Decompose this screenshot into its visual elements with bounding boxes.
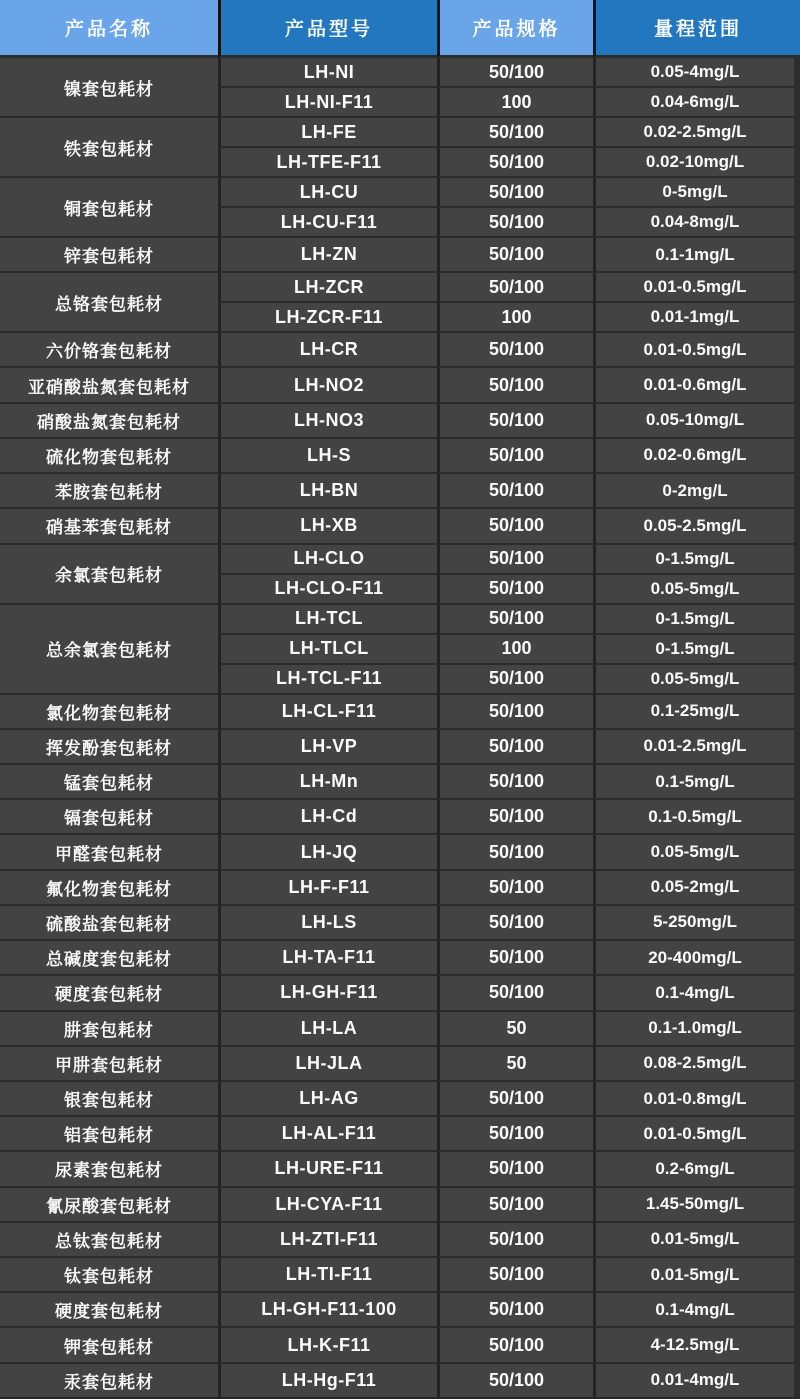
range-cell: 0-1.5mg/L — [593, 605, 800, 635]
product-spec-cell: 50 — [437, 1012, 593, 1047]
range-cell: 1.45-50mg/L — [593, 1188, 800, 1223]
product-spec-cell: 100 — [437, 88, 593, 118]
product-spec-cell: 50/100 — [437, 208, 593, 238]
product-spec-cell: 50/100 — [437, 404, 593, 439]
range-cell: 0.01-0.5mg/L — [593, 333, 800, 368]
product-model-cell: LH-JLA — [218, 1047, 437, 1082]
product-model-cell: LH-BN — [218, 474, 437, 509]
product-spec-cell: 50/100 — [437, 1223, 593, 1258]
product-model-cell: LH-ZN — [218, 238, 437, 273]
table-row — [0, 1047, 800, 1082]
product-model-cell: LH-NO3 — [218, 404, 437, 439]
product-spec-cell: 50/100 — [437, 545, 593, 575]
table-row — [0, 835, 800, 870]
product-spec-cell: 50/100 — [437, 509, 593, 544]
range-cell: 20-400mg/L — [593, 941, 800, 976]
product-spec-cell: 50/100 — [437, 800, 593, 835]
range-cell: 0.01-4mg/L — [593, 1364, 800, 1399]
product-name-cell: 钾套包耗材 — [0, 1328, 218, 1363]
range-cell: 0.01-2.5mg/L — [593, 730, 800, 765]
range-cell: 5-250mg/L — [593, 906, 800, 941]
product-model-cell: LH-F-F11 — [218, 871, 437, 906]
table-row — [0, 1152, 800, 1187]
product-name-cell: 总碱度套包耗材 — [0, 941, 218, 976]
range-cell: 0.02-2.5mg/L — [593, 118, 800, 148]
range-cell: 0.1-0.5mg/L — [593, 800, 800, 835]
product-name-cell: 余氯套包耗材 — [0, 545, 218, 605]
product-spec-cell: 50/100 — [437, 439, 593, 474]
product-model-cell: LH-ZCR-F11 — [218, 303, 437, 333]
table-row — [0, 605, 800, 635]
table-row — [0, 800, 800, 835]
product-name-cell: 镍套包耗材 — [0, 58, 218, 118]
product-model-cell: LH-GH-F11 — [218, 976, 437, 1011]
header-row — [0, 0, 800, 58]
product-name-cell: 总钛套包耗材 — [0, 1223, 218, 1258]
product-spec-cell: 50/100 — [437, 118, 593, 148]
product-name-cell: 甲醛套包耗材 — [0, 835, 218, 870]
range-cell: 0.04-6mg/L — [593, 88, 800, 118]
column-header-product-spec: 产品规格 — [437, 0, 593, 58]
product-name-cell: 硝酸盐氮套包耗材 — [0, 404, 218, 439]
product-model-cell: LH-TA-F11 — [218, 941, 437, 976]
range-cell: 0.01-0.6mg/L — [593, 368, 800, 403]
product-spec-cell: 100 — [437, 635, 593, 665]
product-spec-cell: 50/100 — [437, 605, 593, 635]
range-cell: 0.1-1mg/L — [593, 238, 800, 273]
table-row — [0, 1258, 800, 1293]
product-name-cell: 尿素套包耗材 — [0, 1152, 218, 1187]
product-spec-cell: 50/100 — [437, 906, 593, 941]
product-spec-cell: 50/100 — [437, 58, 593, 88]
product-spec-cell: 50/100 — [437, 835, 593, 870]
product-model-cell: LH-ZCR — [218, 273, 437, 303]
product-spec-cell: 50/100 — [437, 474, 593, 509]
product-name-cell: 六价铬套包耗材 — [0, 333, 218, 368]
product-name-cell: 甲肼套包耗材 — [0, 1047, 218, 1082]
range-cell: 0.1-4mg/L — [593, 976, 800, 1011]
table-row — [0, 1188, 800, 1223]
product-model-cell: LH-VP — [218, 730, 437, 765]
product-name-cell: 铝套包耗材 — [0, 1117, 218, 1152]
table-header — [0, 0, 800, 58]
range-cell: 0.01-5mg/L — [593, 1223, 800, 1258]
table-row — [0, 941, 800, 976]
product-model-cell: LH-ZTI-F11 — [218, 1223, 437, 1258]
table-row — [0, 238, 800, 273]
range-cell: 0.1-4mg/L — [593, 1293, 800, 1328]
range-cell: 0.1-5mg/L — [593, 765, 800, 800]
product-spec-cell: 50/100 — [437, 1364, 593, 1399]
product-model-cell: LH-AL-F11 — [218, 1117, 437, 1152]
range-cell: 0.01-0.5mg/L — [593, 1117, 800, 1152]
product-model-cell: LH-URE-F11 — [218, 1152, 437, 1187]
product-name-cell: 银套包耗材 — [0, 1082, 218, 1117]
table-row — [0, 273, 800, 303]
range-cell: 0.05-2.5mg/L — [593, 509, 800, 544]
table-row — [0, 695, 800, 730]
range-cell: 0.02-10mg/L — [593, 148, 800, 178]
range-cell: 0.2-6mg/L — [593, 1152, 800, 1187]
product-model-cell: LH-CLO-F11 — [218, 575, 437, 605]
column-header-product-name: 产品名称 — [0, 0, 218, 58]
table-row — [0, 730, 800, 765]
product-spec-cell: 100 — [437, 303, 593, 333]
product-name-cell: 硫酸盐套包耗材 — [0, 906, 218, 941]
product-model-cell: LH-Cd — [218, 800, 437, 835]
range-cell: 0.05-5mg/L — [593, 665, 800, 695]
product-model-cell: LH-TI-F11 — [218, 1258, 437, 1293]
range-cell: 0.05-2mg/L — [593, 871, 800, 906]
product-model-cell: LH-CU — [218, 178, 437, 208]
product-name-cell: 锌套包耗材 — [0, 238, 218, 273]
product-spec-cell: 50/100 — [437, 1082, 593, 1117]
product-spec-cell: 50/100 — [437, 238, 593, 273]
product-name-cell: 锰套包耗材 — [0, 765, 218, 800]
product-model-cell: LH-CL-F11 — [218, 695, 437, 730]
range-cell: 0.01-1mg/L — [593, 303, 800, 333]
table-row — [0, 58, 800, 88]
product-spec-cell: 50/100 — [437, 1293, 593, 1328]
table-row — [0, 976, 800, 1011]
table-row — [0, 1328, 800, 1363]
table-row — [0, 118, 800, 148]
table-row — [0, 368, 800, 403]
product-spec-cell: 50/100 — [437, 148, 593, 178]
table-row — [0, 1364, 800, 1399]
product-spec-cell: 50/100 — [437, 575, 593, 605]
product-model-cell: LH-JQ — [218, 835, 437, 870]
product-name-cell: 硬度套包耗材 — [0, 1293, 218, 1328]
range-cell: 0-1.5mg/L — [593, 545, 800, 575]
product-model-cell: LH-TCL — [218, 605, 437, 635]
column-header-product-model: 产品型号 — [218, 0, 437, 58]
product-model-cell: LH-K-F11 — [218, 1328, 437, 1363]
product-spec-cell: 50/100 — [437, 730, 593, 765]
product-model-cell: LH-LS — [218, 906, 437, 941]
table-row — [0, 404, 800, 439]
product-name-cell: 氰尿酸套包耗材 — [0, 1188, 218, 1223]
product-spec-cell: 50/100 — [437, 368, 593, 403]
product-model-cell: LH-TCL-F11 — [218, 665, 437, 695]
range-cell: 0.05-5mg/L — [593, 575, 800, 605]
product-spec-cell: 50/100 — [437, 1188, 593, 1223]
product-spec-cell: 50/100 — [437, 1258, 593, 1293]
product-name-cell: 硝基苯套包耗材 — [0, 509, 218, 544]
table-row — [0, 906, 800, 941]
table-row — [0, 509, 800, 544]
product-name-cell: 铜套包耗材 — [0, 178, 218, 238]
range-cell: 0-1.5mg/L — [593, 635, 800, 665]
table-row — [0, 178, 800, 208]
product-model-cell: LH-NI-F11 — [218, 88, 437, 118]
product-name-cell: 肼套包耗材 — [0, 1012, 218, 1047]
product-name-cell: 总铬套包耗材 — [0, 273, 218, 333]
product-model-cell: LH-CR — [218, 333, 437, 368]
product-spec-cell: 50/100 — [437, 695, 593, 730]
range-cell: 0-2mg/L — [593, 474, 800, 509]
table-row — [0, 333, 800, 368]
product-model-cell: LH-FE — [218, 118, 437, 148]
product-spec-cell: 50/100 — [437, 1117, 593, 1152]
product-spec-cell: 50 — [437, 1047, 593, 1082]
product-spec-cell: 50/100 — [437, 941, 593, 976]
product-model-cell: LH-Mn — [218, 765, 437, 800]
range-cell: 4-12.5mg/L — [593, 1328, 800, 1363]
table-row — [0, 1117, 800, 1152]
table-row — [0, 1293, 800, 1328]
table-row — [0, 439, 800, 474]
product-name-cell: 亚硝酸盐氮套包耗材 — [0, 368, 218, 403]
product-name-cell: 苯胺套包耗材 — [0, 474, 218, 509]
product-spec-cell: 50/100 — [437, 871, 593, 906]
product-spec-cell: 50/100 — [437, 333, 593, 368]
table-body — [0, 58, 800, 1399]
range-cell: 0.05-10mg/L — [593, 404, 800, 439]
product-model-cell: LH-XB — [218, 509, 437, 544]
range-cell: 0.01-0.8mg/L — [593, 1082, 800, 1117]
product-name-cell: 汞套包耗材 — [0, 1364, 218, 1399]
product-spec-cell: 50/100 — [437, 273, 593, 303]
product-name-cell: 硬度套包耗材 — [0, 976, 218, 1011]
range-cell: 0.02-0.6mg/L — [593, 439, 800, 474]
product-model-cell: LH-NO2 — [218, 368, 437, 403]
range-cell: 0-5mg/L — [593, 178, 800, 208]
product-spec-cell: 50/100 — [437, 1152, 593, 1187]
product-name-cell: 氟化物套包耗材 — [0, 871, 218, 906]
product-model-cell: LH-LA — [218, 1012, 437, 1047]
table-row — [0, 474, 800, 509]
product-name-cell: 总余氯套包耗材 — [0, 605, 218, 695]
range-cell: 0.1-1.0mg/L — [593, 1012, 800, 1047]
range-cell: 0.08-2.5mg/L — [593, 1047, 800, 1082]
product-model-cell: LH-TLCL — [218, 635, 437, 665]
product-name-cell: 铁套包耗材 — [0, 118, 218, 178]
product-name-cell: 挥发酚套包耗材 — [0, 730, 218, 765]
range-cell: 0.01-5mg/L — [593, 1258, 800, 1293]
product-name-cell: 硫化物套包耗材 — [0, 439, 218, 474]
table-row — [0, 1223, 800, 1258]
product-model-cell: LH-S — [218, 439, 437, 474]
product-model-cell: LH-AG — [218, 1082, 437, 1117]
product-model-cell: LH-GH-F11-100 — [218, 1293, 437, 1328]
product-spec-cell: 50/100 — [437, 1328, 593, 1363]
product-spec-cell: 50/100 — [437, 976, 593, 1011]
product-name-cell: 钛套包耗材 — [0, 1258, 218, 1293]
range-cell: 0.1-25mg/L — [593, 695, 800, 730]
range-cell: 0.01-0.5mg/L — [593, 273, 800, 303]
product-model-cell: LH-CLO — [218, 545, 437, 575]
product-name-cell: 镉套包耗材 — [0, 800, 218, 835]
product-spec-cell: 50/100 — [437, 665, 593, 695]
table-row — [0, 1082, 800, 1117]
table-row — [0, 765, 800, 800]
product-spec-cell: 50/100 — [437, 765, 593, 800]
table-row — [0, 871, 800, 906]
product-spec-cell: 50/100 — [437, 178, 593, 208]
product-model-cell: LH-CYA-F11 — [218, 1188, 437, 1223]
product-name-cell: 氯化物套包耗材 — [0, 695, 218, 730]
table-row — [0, 1012, 800, 1047]
product-model-cell: LH-CU-F11 — [218, 208, 437, 238]
product-model-cell: LH-TFE-F11 — [218, 148, 437, 178]
range-cell: 0.04-8mg/L — [593, 208, 800, 238]
column-header-range: 量程范围 — [593, 0, 800, 58]
product-model-cell: LH-Hg-F11 — [218, 1364, 437, 1399]
range-cell: 0.05-4mg/L — [593, 58, 800, 88]
product-model-cell: LH-NI — [218, 58, 437, 88]
table-row — [0, 545, 800, 575]
range-cell: 0.05-5mg/L — [593, 835, 800, 870]
